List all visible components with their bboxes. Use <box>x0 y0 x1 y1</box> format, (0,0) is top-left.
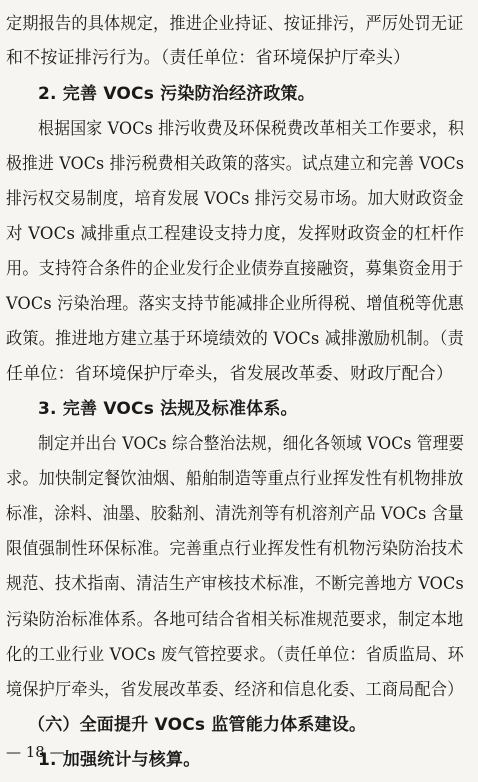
body-line: 用。支持符合条件的企业发行企业债券直接融资，募集资金用于 <box>6 259 464 279</box>
body-line: 任单位：省环境保护厅牵头，省发展改革委、财政厅配合） <box>6 364 454 384</box>
body-line: VOCs 污染治理。落实支持节能减排企业所得税、增值税等优惠 <box>6 294 464 314</box>
body-line: 对 VOCs 减排重点工程建设支持力度，发挥财政资金的杠杆作 <box>6 224 465 244</box>
body-line: 境保护厅牵头，省发展改革委、经济和信息化委、工商局配合） <box>6 680 464 700</box>
body-line: 化的工业行业 VOCs 废气管控要求。（责任单位：省质监局、环 <box>6 645 465 665</box>
body-line: 污染防治标准体系。各地可结合省相关标准规范要求，制定本地 <box>6 610 464 630</box>
body-line: 规范、技术指南、清洁生产审核技术标准，不断完善地方 VOCs <box>6 574 464 594</box>
body-line: 标准，涂料、油墨、胶黏剂、清洗剂等有机溶剂产品 VOCs 含量 <box>6 504 464 524</box>
page-number: — 18 — <box>6 743 65 761</box>
body-line: 限值强制性环保标准。完善重点行业挥发性有机物污染防治技术 <box>6 539 464 559</box>
section-heading: （六）全面提升 VOCs 监管能力体系建设。 <box>28 715 367 735</box>
section-heading: 1. 加强统计与核算。 <box>38 750 201 770</box>
body-line: 根据国家 VOCs 排污收费及环保税费改革相关工作要求，积 <box>38 119 465 139</box>
body-line: 制定并出台 VOCs 综合整治法规，细化各领域 VOCs 管理要 <box>38 434 465 454</box>
body-line: 定期报告的具体规定，推进企业持证、按证排污，严厉处罚无证 <box>6 14 464 34</box>
body-line: 政策。推进地方建立基于环境绩效的 VOCs 减排激励机制。（责 <box>6 329 465 349</box>
section-heading: 3. 完善 VOCs 法规及标准体系。 <box>38 399 298 419</box>
section-heading: 2. 完善 VOCs 污染防治经济政策。 <box>38 84 315 104</box>
body-line: 和不按证排污行为。（责任单位：省环境保护厅牵头） <box>6 48 411 68</box>
body-line: 极推进 VOCs 排污税费相关政策的落实。试点建立和完善 VOCs <box>6 154 465 174</box>
body-line: 排污权交易制度，培育发展 VOCs 排污交易市场。加大财政资金 <box>6 189 464 209</box>
body-line: 求。加快制定餐饮油烟、船舶制造等重点行业挥发性有机物排放 <box>6 469 464 489</box>
